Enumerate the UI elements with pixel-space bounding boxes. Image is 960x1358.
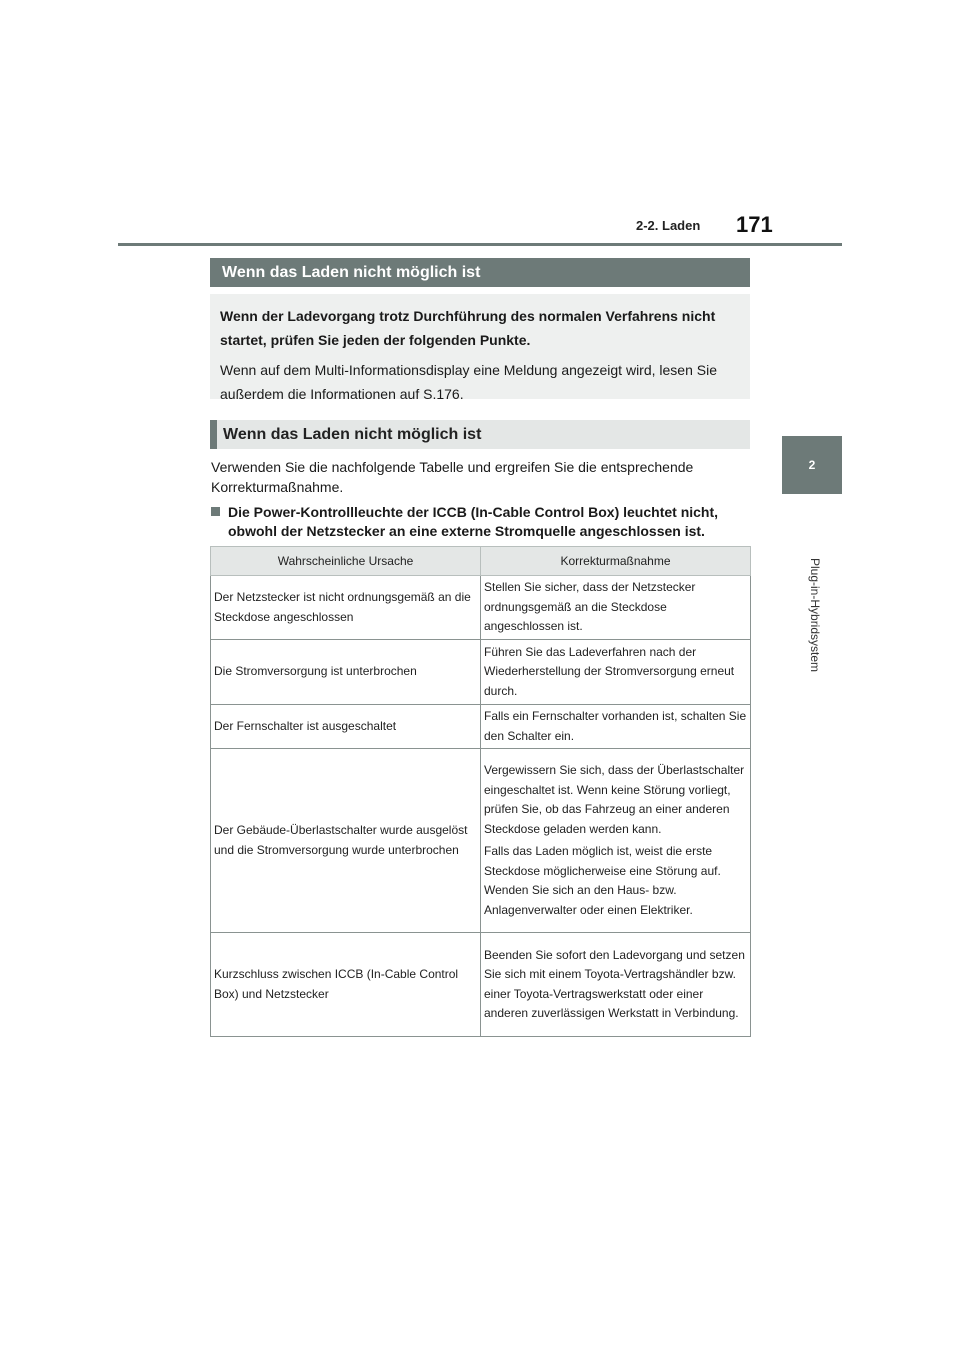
table-row bbox=[211, 640, 751, 705]
action-paragraph: Führen Sie das Ladeverfahren nach der Wiederherstellung der Stromversorgung erneut durch. bbox=[484, 644, 735, 698]
column-header-action: Korrekturmaßnahme bbox=[481, 547, 751, 576]
table-row bbox=[211, 705, 751, 749]
cause-cell: Der Netzstecker ist nicht ordnungsgemäß an die Steckdose angeschlossen bbox=[211, 576, 481, 640]
cause-cell: Der Fernschalter ist ausgeschaltet bbox=[211, 705, 481, 749]
bullet-item bbox=[211, 503, 751, 541]
action-cell bbox=[481, 749, 751, 933]
chapter-tab: 2 bbox=[782, 436, 842, 494]
table-row bbox=[211, 576, 751, 640]
cause-cell: Kurzschluss zwischen ICCB (In-Cable Control Box) und Netzstecker bbox=[211, 933, 481, 1037]
bullet-text: Die Power-Kontrollleuchte der ICCB (In-Cable Control Box) leuchtet nicht, obwohl der Netzstecker an eine externe Stromquelle angeschlossen ist. bbox=[228, 504, 719, 539]
cause-cell: Die Stromversorgung ist unterbrochen bbox=[211, 640, 481, 705]
subsection-heading: Wenn das Laden nicht möglich ist bbox=[210, 420, 750, 449]
action-paragraph: Vergewissern Sie sich, dass der Überlastschalter eingeschaltet ist. Wenn keine Störung vorliegt, prüfen Sie, ob das Fahrzeug an einer anderen Steckdose geladen werden kann. bbox=[484, 763, 745, 836]
action-cell bbox=[481, 933, 751, 1037]
table-header-row bbox=[211, 547, 751, 576]
table-row bbox=[211, 933, 751, 1037]
chapter-tab-label: Plug-in-Hybridsystem bbox=[808, 558, 822, 673]
column-header-cause: Wahrscheinliche Ursache bbox=[211, 547, 481, 576]
action-paragraph: Stellen Sie sicher, dass der Netzstecker ordnungsgemäß an die Steckdose angeschlossen ist. bbox=[484, 580, 696, 634]
action-paragraph: Beenden Sie sofort den Ladevorgang und setzen Sie sich mit einem Toyota-Vertragshändler bzw. einer Toyota-Vertragswerkstatt oder einer anderen zuverlässigen Werkstatt in Verbindung. bbox=[484, 947, 745, 1020]
action-cell bbox=[481, 705, 751, 749]
action-cell bbox=[481, 640, 751, 705]
action-paragraph: Falls das Laden möglich ist, weist die erste Steckdose möglicherweise eine Störung auf. Wenden Sie sich an den Haus- bzw. Anlagenverwalter oder einen Elektriker. bbox=[484, 844, 721, 917]
page-number: 171 bbox=[736, 212, 773, 237]
section-banner: Wenn das Laden nicht möglich ist bbox=[210, 258, 750, 287]
action-paragraph: Falls ein Fernschalter vorhanden ist, schalten Sie den Schalter ein. bbox=[484, 709, 747, 743]
table-row bbox=[211, 749, 751, 933]
running-header-section: 2-2. Laden bbox=[636, 218, 701, 233]
troubleshooting-table bbox=[210, 546, 751, 1037]
intro-normal-text: Wenn auf dem Multi-Informationsdisplay eine Meldung angezeigt wird, lesen Sie außerdem die Informationen auf S.176. bbox=[220, 362, 718, 402]
header-divider bbox=[118, 243, 842, 246]
cause-cell: Der Gebäude-Überlastschalter wurde ausgelöst und die Stromversorgung wurde unterbrochen bbox=[211, 749, 481, 933]
square-bullet-icon bbox=[211, 507, 220, 516]
section-body-text: Verwenden Sie die nachfolgende Tabelle und ergreifen Sie die entsprechende Korrekturmaßnahme. bbox=[211, 459, 694, 495]
intro-bold-text: Wenn der Ladevorgang trotz Durchführung des normalen Verfahrens nicht startet, prüfen Sie jeden der folgenden Punkte. bbox=[220, 308, 716, 348]
intro-box bbox=[210, 294, 750, 402]
action-cell bbox=[481, 576, 751, 640]
